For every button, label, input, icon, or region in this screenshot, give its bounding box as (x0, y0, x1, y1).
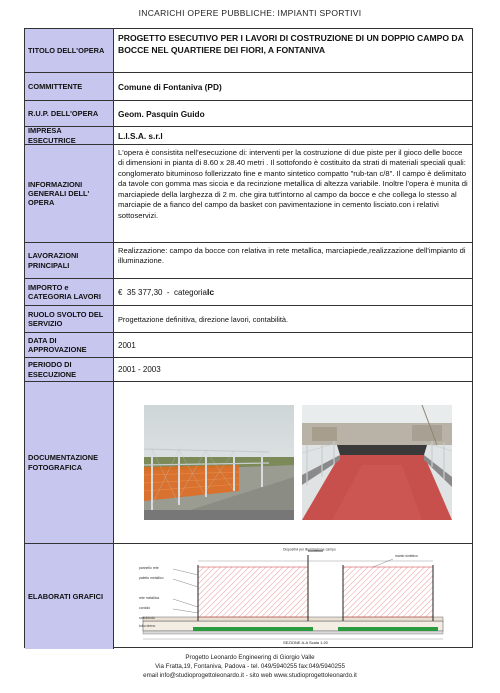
label-documentazione: DOCUMENTAZIONE FOTOGRAFICA (25, 382, 114, 543)
value-informazioni: L'opera è consistita nell'esecuzione di: interventi per la costruzione di due piste per il gioco delle bocce di dimensioni in pianta di 8.60 x 28.40 metri . Il sottofondo è costituito da strati di materiali speciali quali: conglomerato bituminoso follerizzato fine e manto sintetico compatto "rub-tan c/8". Il campo è delimitato da tavole con gomma mas siccia e da recinzione metallica di altezza variabile. Inoltre l'opera è munita di marciapiede della larghezza di 2 m. che gira tutt'intorno al campo da bocce e che collega lo stesso al marciapie de a fianco del campo da basket con pavimentazione in cemento lisciato.con i relativi sottoservizi. (118, 148, 468, 220)
label-titolo: TITOLO DELL'OPERA (25, 29, 114, 72)
photo-bocce-court-fence (144, 405, 294, 520)
drawing-annotation: cordolo (139, 605, 151, 610)
drawing-annotation: manto sintetico (395, 553, 418, 558)
label-committente: COMMITTENTE (25, 73, 114, 100)
value-ruolo: Progettazione definitiva, direzione lavori, contabilità. (118, 314, 289, 324)
value-impresa: L.I.S.A. s.r.l (118, 130, 163, 141)
row-documentazione (25, 382, 472, 544)
label-lavorazioni: LAVORAZIONI PRINCIPALI (25, 243, 114, 278)
value-data: 2001 (118, 340, 136, 350)
row-elaborati (25, 544, 472, 649)
row-ruolo (25, 306, 472, 333)
value-rup: Geom. Pasquin Guido (118, 108, 205, 119)
value-committente: Comune di Fontaniva (PD) (118, 81, 222, 92)
label-periodo: PERIODO DI ESECUZIONE (25, 358, 114, 381)
label-data: DATA DI APPROVAZIONE (25, 333, 114, 357)
technical-drawing (114, 544, 472, 649)
label-elaborati: ELABORATI GRAFICI (25, 544, 114, 649)
value-periodo: 2001 - 2003 (118, 365, 161, 374)
row-committente (25, 73, 472, 101)
row-impresa (25, 127, 472, 145)
project-sheet (24, 28, 473, 648)
page-footer (0, 654, 500, 681)
footer-line-1: Progetto Leonardo Engineering di Giorgio Valle (185, 654, 315, 661)
row-lavorazioni (25, 243, 472, 279)
drawing-annotation: sottofondo (139, 615, 155, 620)
page-header-title: INCARICHI OPERE PUBBLICHE: IMPIANTI SPORTIVI (138, 8, 362, 18)
row-informazioni (25, 145, 472, 243)
drawing-annotation: rete metallica (139, 595, 160, 600)
drawing-annotation: tubo dreno (139, 623, 156, 628)
footer-line-2: Via Fratta,19, Fontaniva, Padova - tel. 049/5940255 fax:049/5940255 (155, 662, 345, 670)
value-importo (114, 279, 472, 305)
drawing-annotation: pannello rete (139, 565, 159, 570)
importo-amount: € 35 377,30 - categoria (118, 287, 207, 297)
value-titolo: PROGETTO ESECUTIVO PER I LAVORI DI COSTRUZIONE DI UN DOPPIO CAMPO DA BOCCE NEL QUARTIERE DEI FIORI, A FONTANIVA (118, 33, 464, 55)
row-importo (25, 279, 472, 306)
row-titolo (25, 29, 472, 73)
label-informazioni: INFORMAZIONI GENERALI DELL' OPERA (25, 145, 114, 242)
photo-gallery (114, 382, 472, 543)
row-rup (25, 101, 472, 127)
drawing-section-label: SEZIONE A-A Scala 1:20 (283, 639, 328, 645)
row-data (25, 333, 472, 358)
label-rup: R.U.P. DELL'OPERA (25, 101, 114, 126)
row-periodo (25, 358, 472, 382)
value-lavorazioni: Realizzazione: campo da bocce con relativa in rete metallica, marciapiede,realizzazione dell'impianto di illuminazione. (118, 246, 466, 266)
drawing-annotation: paletto metallico (139, 575, 164, 580)
photo-bocce-court-red-surface (302, 405, 452, 520)
label-ruolo: RUOLO SVOLTO DEL SERVIZIO (25, 306, 114, 332)
drawing-annotation: Dispositivi per illuminazione campo (283, 547, 336, 551)
importo-category: Ic (206, 287, 215, 297)
label-impresa: IMPRESA ESECUTRICE (25, 127, 114, 144)
footer-line-3: email info@studioprogettoleonardo.it - sito web www.studioprogettoleonardo.it (143, 671, 357, 679)
section-drawing (133, 547, 453, 647)
label-importo: IMPORTO e CATEGORIA LAVORI (25, 279, 114, 305)
